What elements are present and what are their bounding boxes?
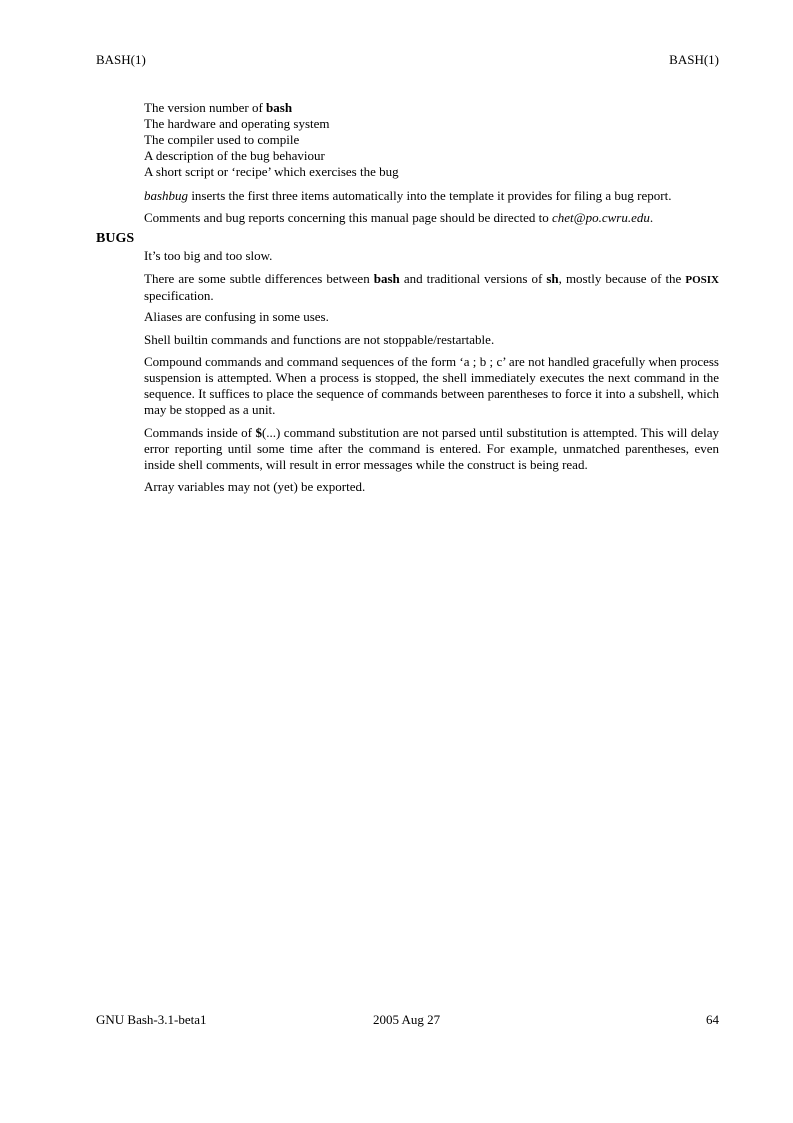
footer-date: 2005 Aug 27 [373, 1012, 441, 1027]
bugs-paragraph-6: Commands inside of $(...) command substitution are not parsed until substitution is attempted. This will delay error reporting until some time after the command is entered. For example, unmatched parentheses, even inside shell comments, will result in error messages while the construct is being read. [144, 425, 720, 472]
bugs-paragraph-3: Aliases are confusing in some uses. [144, 309, 329, 324]
report-item: The hardware and operating system [144, 116, 330, 131]
bashbug-italic: bashbug [144, 188, 189, 203]
page-number: 64 [706, 1012, 719, 1027]
bugs-paragraph-1: It’s too big and too slow. [144, 248, 273, 263]
section-heading-bugs: BUGS [96, 231, 135, 246]
comments-paragraph: Comments and bug reports concerning this manual page should be directed to chet@po.cwru.edu. [144, 210, 654, 225]
bugs-paragraph-7: Array variables may not (yet) be exported. [144, 479, 366, 494]
header-right: BASH(1) [669, 52, 719, 67]
header-left: BASH(1) [96, 52, 146, 67]
bugs-paragraph-2: There are some subtle differences between bash and traditional versions of sh, mostly because of the POSIX specification. [144, 271, 719, 303]
bash-bold: bash [266, 100, 293, 115]
bugs-paragraph-5: Compound commands and command sequences of the form ‘a ; b ; c’ are not handled gracefully when process suspension is attempted. When a process is stopped, the shell immediately executes the next command in the sequence. It suffices to place the sequence of commands between parentheses to force it into a subshell, which may be stopped as a unit. [144, 354, 719, 417]
bashbug-paragraph: bashbug inserts the first three items automatically into the template it provides for filing a bug report. [144, 188, 672, 203]
report-item: A short script or ‘recipe’ which exercises the bug [144, 164, 399, 179]
report-item: The compiler used to compile [144, 132, 300, 147]
footer-left: GNU Bash-3.1-beta1 [96, 1012, 207, 1027]
bugs-paragraph-4: Shell builtin commands and functions are not stoppable/restartable. [144, 332, 495, 347]
bug-report-items [144, 100, 719, 180]
email-address: chet@po.cwru.edu [551, 210, 650, 225]
report-item: A description of the bug behaviour [144, 148, 325, 163]
report-item: The version number of bash [144, 100, 293, 115]
